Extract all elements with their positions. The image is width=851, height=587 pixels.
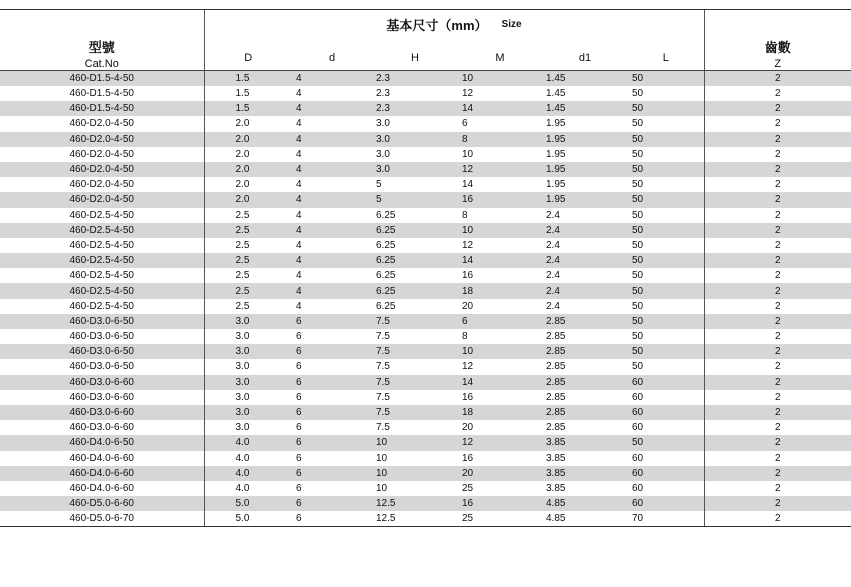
table-row	[0, 359, 851, 374]
D-cell: 1.5	[204, 71, 292, 87]
L-cell: 60	[628, 481, 704, 496]
table-row	[0, 299, 851, 314]
spec-table-body	[0, 71, 851, 527]
d1-cell: 2.4	[546, 224, 560, 236]
d1-cell: 1.95	[546, 179, 566, 191]
table-row	[0, 116, 851, 131]
L-cell: 50	[628, 238, 704, 253]
D-cell: 2.0	[204, 192, 292, 207]
cat-no-cell: 460-D3.0-6-50	[69, 361, 134, 373]
teeth-title: 齒數	[764, 40, 791, 55]
L-cell: 50	[628, 86, 704, 101]
cat-no-cell: 460-D5.0-6-60	[69, 498, 134, 510]
d-cell: 6	[296, 452, 302, 464]
table-row	[0, 132, 851, 147]
Z-cell: 2	[774, 255, 781, 267]
d-cell: 4	[296, 255, 302, 267]
d1-cell: 2.4	[546, 239, 560, 251]
L-cell: 60	[628, 420, 704, 435]
D-cell: 2.5	[204, 268, 292, 283]
H-cell: 3.0	[376, 148, 390, 160]
table-row	[0, 375, 851, 390]
column-header-D: D	[204, 38, 292, 71]
cat-no-cell: 460-D2.5-4-50	[69, 285, 134, 297]
table-row	[0, 496, 851, 511]
D-cell: 2.0	[204, 147, 292, 162]
L-cell: 50	[628, 435, 704, 450]
H-cell: 7.5	[376, 331, 390, 343]
table-row	[0, 177, 851, 192]
cat-no-title: 型號	[88, 40, 115, 55]
M-cell: 8	[462, 133, 468, 145]
cat-no-cell: 460-D3.0-6-50	[69, 331, 134, 343]
H-cell: 6.25	[376, 300, 396, 312]
M-cell: 12	[462, 239, 474, 251]
cat-no-cell: 460-D4.0-6-50	[69, 437, 134, 449]
cat-no-cell: 460-D3.0-6-60	[69, 422, 134, 434]
Z-cell: 2	[774, 88, 781, 100]
d-cell: 6	[296, 437, 302, 449]
H-cell: 3.0	[376, 133, 390, 145]
D-cell: 4.0	[204, 451, 292, 466]
H-cell: 10	[376, 467, 388, 479]
cat-no-cell: 460-D2.5-4-50	[69, 209, 134, 221]
L-cell: 50	[628, 132, 704, 147]
Z-cell: 2	[774, 498, 781, 510]
cat-no-cell: 460-D2.0-4-50	[69, 179, 134, 191]
table-row	[0, 451, 851, 466]
M-cell: 14	[462, 179, 474, 191]
L-cell: 50	[628, 71, 704, 87]
Z-cell: 2	[774, 133, 781, 145]
cat-no-cell: 460-D5.0-6-70	[0, 511, 204, 527]
d1-cell: 1.95	[546, 148, 566, 160]
L-cell: 50	[628, 268, 704, 283]
Z-cell: 2	[774, 270, 781, 282]
H-cell: 12.5	[372, 511, 458, 527]
H-cell: 6.25	[376, 285, 396, 297]
M-cell: 25	[458, 511, 542, 527]
Z-cell: 2	[774, 118, 781, 130]
d1-cell: 2.4	[546, 255, 560, 267]
M-cell: 16	[462, 452, 474, 464]
Z-cell: 2	[774, 391, 781, 403]
cat-no-cell: 460-D2.0-4-50	[69, 194, 134, 206]
d-cell: 4	[296, 133, 302, 145]
table-row	[0, 329, 851, 344]
table-row	[0, 283, 851, 298]
Z-cell: 2	[774, 407, 781, 419]
Z-cell: 2	[774, 437, 781, 449]
H-cell: 6.25	[376, 255, 396, 267]
column-header-H: H	[372, 38, 458, 71]
L-cell: 50	[628, 223, 704, 238]
M-cell: 20	[462, 300, 474, 312]
D-cell: 1.5	[204, 101, 292, 116]
L-cell: 50	[628, 283, 704, 298]
Z-cell: 2	[704, 511, 851, 527]
column-header-d1: d1	[542, 38, 628, 71]
H-cell: 6.25	[376, 209, 396, 221]
M-cell: 18	[462, 407, 474, 419]
Z-cell: 2	[774, 148, 781, 160]
Z-cell: 2	[774, 452, 781, 464]
d-cell: 6	[296, 498, 302, 510]
D-cell: 1.5	[204, 86, 292, 101]
cat-no-header	[0, 10, 204, 71]
cat-no-cell: 460-D2.5-4-50	[69, 239, 134, 251]
D-cell: 4.0	[204, 481, 292, 496]
Z-cell: 2	[774, 331, 781, 343]
d1-cell: 1.45	[546, 73, 566, 84]
H-cell: 2.3	[376, 73, 390, 84]
d1-cell: 2.85	[546, 361, 566, 373]
table-row	[0, 101, 851, 116]
d1-cell: 1.45	[546, 88, 566, 100]
size-header	[204, 10, 704, 38]
cat-no-cell: 460-D3.0-6-60	[69, 376, 134, 388]
M-cell: 10	[462, 73, 474, 84]
H-cell: 7.5	[376, 315, 390, 327]
d1-cell: 1.95	[546, 194, 566, 206]
cat-no-cell: 460-D1.5-4-50	[69, 103, 134, 115]
size-subtitle: Size	[501, 18, 522, 30]
M-cell: 12	[462, 164, 474, 176]
d1-cell: 1.95	[546, 118, 566, 130]
table-row	[0, 268, 851, 283]
D-cell: 3.0	[204, 344, 292, 359]
table-row	[0, 253, 851, 268]
d-cell: 6	[296, 315, 302, 327]
L-cell: 50	[628, 329, 704, 344]
d-cell: 4	[296, 224, 302, 236]
H-cell: 7.5	[376, 391, 390, 403]
Z-cell: 2	[774, 209, 781, 221]
d1-cell: 1.95	[546, 133, 566, 145]
L-cell: 50	[628, 147, 704, 162]
M-cell: 10	[462, 346, 474, 358]
cat-no-cell: 460-D4.0-6-60	[69, 482, 134, 494]
L-cell: 50	[628, 101, 704, 116]
cat-no-cell: 460-D4.0-6-60	[69, 452, 134, 464]
column-header-L: L	[628, 38, 704, 71]
D-cell: 3.0	[204, 420, 292, 435]
L-cell: 50	[628, 192, 704, 207]
d-cell: 6	[296, 361, 302, 373]
d1-cell: 4.85	[542, 511, 628, 527]
M-cell: 10	[462, 224, 474, 236]
M-cell: 10	[462, 148, 474, 160]
H-cell: 2.3	[376, 103, 390, 115]
Z-cell: 2	[774, 376, 781, 388]
d1-cell: 2.4	[546, 300, 560, 312]
d-cell: 4	[296, 194, 302, 206]
d1-cell: 3.85	[546, 482, 566, 494]
d1-cell: 3.85	[546, 437, 566, 449]
H-cell: 10	[376, 482, 388, 494]
M-cell: 12	[462, 437, 474, 449]
d-cell: 4	[296, 209, 302, 221]
D-cell: 2.0	[204, 177, 292, 192]
D-cell: 3.0	[204, 314, 292, 329]
d1-cell: 2.4	[546, 285, 560, 297]
L-cell: 50	[628, 299, 704, 314]
table-row	[0, 71, 851, 87]
cat-no-cell: 460-D1.5-4-50	[69, 88, 134, 100]
d-cell: 6	[296, 422, 302, 434]
D-cell: 4.0	[204, 435, 292, 450]
D-cell: 2.5	[204, 208, 292, 223]
table-row	[0, 223, 851, 238]
Z-cell: 2	[774, 164, 781, 176]
H-cell: 6.25	[376, 239, 396, 251]
Z-cell: 2	[774, 315, 781, 327]
M-cell: 14	[462, 376, 474, 388]
H-cell: 3.0	[376, 118, 390, 130]
H-cell: 7.5	[376, 361, 390, 373]
H-cell: 10	[376, 437, 388, 449]
d-cell: 6	[296, 482, 302, 494]
d-cell: 4	[296, 73, 302, 84]
D-cell: 3.0	[204, 329, 292, 344]
table-row	[0, 466, 851, 481]
d-cell: 4	[296, 300, 302, 312]
d-cell: 6	[292, 511, 372, 527]
d1-cell: 2.4	[546, 270, 560, 282]
H-cell: 3.0	[376, 164, 390, 176]
M-cell: 16	[462, 498, 474, 510]
H-cell: 5	[376, 179, 382, 191]
table-row	[0, 238, 851, 253]
d-cell: 6	[296, 407, 302, 419]
table-row	[0, 511, 851, 527]
table-row	[0, 344, 851, 359]
d-cell: 4	[296, 88, 302, 100]
H-cell: 2.3	[376, 88, 390, 100]
d1-cell: 2.85	[546, 376, 566, 388]
D-cell: 2.5	[204, 223, 292, 238]
table-row	[0, 314, 851, 329]
L-cell: 60	[628, 451, 704, 466]
L-cell: 60	[628, 405, 704, 420]
d1-cell: 2.85	[546, 315, 566, 327]
D-cell: 2.5	[204, 299, 292, 314]
D-cell: 2.0	[204, 116, 292, 131]
L-cell: 60	[628, 496, 704, 511]
d-cell: 4	[296, 285, 302, 297]
H-cell: 12.5	[376, 498, 396, 510]
Z-cell: 2	[774, 346, 781, 358]
Z-cell: 2	[774, 103, 781, 115]
table-row	[0, 420, 851, 435]
L-cell: 50	[628, 177, 704, 192]
Z-cell: 2	[774, 179, 781, 191]
d-cell: 6	[296, 467, 302, 479]
D-cell: 3.0	[204, 405, 292, 420]
d-cell: 4	[296, 118, 302, 130]
L-cell: 50	[628, 116, 704, 131]
d1-cell: 2.4	[546, 209, 560, 221]
M-cell: 16	[462, 194, 474, 206]
M-cell: 12	[462, 361, 474, 373]
D-cell: 2.5	[204, 238, 292, 253]
cat-no-cell: 460-D2.5-4-50	[69, 224, 134, 236]
H-cell: 7.5	[376, 346, 390, 358]
d1-cell: 2.85	[546, 346, 566, 358]
L-cell: 60	[628, 375, 704, 390]
L-cell: 50	[628, 208, 704, 223]
cat-no-cell: 460-D2.5-4-50	[69, 255, 134, 267]
M-cell: 6	[462, 118, 468, 130]
d-cell: 4	[296, 270, 302, 282]
Z-cell: 2	[774, 285, 781, 297]
M-cell: 8	[462, 331, 468, 343]
Z-cell: 2	[774, 422, 781, 434]
cat-no-subtitle: Cat.No	[84, 58, 119, 70]
L-cell: 50	[628, 253, 704, 268]
L-cell: 60	[628, 466, 704, 481]
d1-cell: 1.95	[546, 164, 566, 176]
H-cell: 7.5	[376, 376, 390, 388]
d-cell: 4	[296, 179, 302, 191]
d-cell: 4	[296, 164, 302, 176]
cat-no-cell: 460-D1.5-4-50	[69, 73, 134, 84]
teeth-header	[704, 10, 851, 71]
d1-cell: 3.85	[546, 452, 566, 464]
d1-cell: 1.45	[546, 103, 566, 115]
M-cell: 16	[462, 391, 474, 403]
M-cell: 14	[462, 255, 474, 267]
d1-cell: 2.85	[546, 422, 566, 434]
d-cell: 6	[296, 331, 302, 343]
cat-no-cell: 460-D2.5-4-50	[69, 300, 134, 312]
column-header-M: M	[458, 38, 542, 71]
table-row	[0, 481, 851, 496]
cat-no-cell: 460-D2.0-4-50	[69, 118, 134, 130]
D-cell: 3.0	[204, 390, 292, 405]
cat-no-cell: 460-D2.0-4-50	[69, 133, 134, 145]
d1-cell: 2.85	[546, 407, 566, 419]
cat-no-cell: 460-D3.0-6-60	[69, 407, 134, 419]
H-cell: 5	[376, 194, 382, 206]
table-row	[0, 208, 851, 223]
column-header-d: d	[292, 38, 372, 71]
M-cell: 20	[462, 422, 474, 434]
M-cell: 20	[462, 467, 474, 479]
Z-cell: 2	[774, 467, 781, 479]
Z-cell: 2	[774, 224, 781, 236]
d-cell: 4	[296, 148, 302, 160]
table-row	[0, 405, 851, 420]
M-cell: 12	[462, 88, 474, 100]
H-cell: 7.5	[376, 407, 390, 419]
M-cell: 25	[462, 482, 474, 494]
table-row	[0, 192, 851, 207]
d-cell: 4	[296, 239, 302, 251]
M-cell: 18	[462, 285, 474, 297]
L-cell: 70	[628, 511, 704, 527]
L-cell: 50	[628, 359, 704, 374]
L-cell: 50	[628, 162, 704, 177]
d-cell: 6	[296, 391, 302, 403]
M-cell: 14	[462, 103, 474, 115]
table-row	[0, 435, 851, 450]
D-cell: 3.0	[204, 375, 292, 390]
d1-cell: 2.85	[546, 391, 566, 403]
table-row	[0, 162, 851, 177]
M-cell: 8	[462, 209, 468, 221]
cat-no-cell: 460-D2.0-4-50	[69, 164, 134, 176]
Z-cell: 2	[774, 361, 781, 373]
table-row	[0, 147, 851, 162]
spec-table	[0, 9, 851, 527]
table-row	[0, 86, 851, 101]
Z-cell: 2	[774, 300, 781, 312]
M-cell: 16	[462, 270, 474, 282]
D-cell: 3.0	[204, 359, 292, 374]
H-cell: 6.25	[376, 224, 396, 236]
H-cell: 6.25	[376, 270, 396, 282]
d-cell: 4	[296, 103, 302, 115]
M-cell: 6	[462, 315, 468, 327]
d-cell: 6	[296, 346, 302, 358]
d-cell: 6	[296, 376, 302, 388]
L-cell: 60	[628, 390, 704, 405]
d1-cell: 4.85	[546, 498, 566, 510]
cat-no-cell: 460-D4.0-6-60	[69, 467, 134, 479]
D-cell: 2.5	[204, 283, 292, 298]
Z-cell: 2	[774, 73, 781, 84]
D-cell: 2.0	[204, 162, 292, 177]
Z-cell: 2	[774, 239, 781, 251]
Z-cell: 2	[774, 194, 781, 206]
H-cell: 10	[376, 452, 388, 464]
cat-no-cell: 460-D3.0-6-50	[69, 346, 134, 358]
size-title: 基本尺寸（mm）	[386, 18, 488, 33]
cat-no-cell: 460-D2.0-4-50	[69, 148, 134, 160]
H-cell: 7.5	[376, 422, 390, 434]
cat-no-cell: 460-D2.5-4-50	[69, 270, 134, 282]
D-cell: 4.0	[204, 466, 292, 481]
d1-cell: 3.85	[546, 467, 566, 479]
Z-cell: 2	[774, 482, 781, 494]
D-cell: 2.0	[204, 132, 292, 147]
L-cell: 50	[628, 344, 704, 359]
d1-cell: 2.85	[546, 331, 566, 343]
table-row	[0, 390, 851, 405]
cat-no-cell: 460-D3.0-6-60	[69, 391, 134, 403]
teeth-subtitle: Z	[774, 58, 782, 70]
D-cell: 5.0	[204, 496, 292, 511]
D-cell: 5.0	[204, 511, 292, 527]
cat-no-cell: 460-D3.0-6-50	[69, 315, 134, 327]
D-cell: 2.5	[204, 253, 292, 268]
L-cell: 50	[628, 314, 704, 329]
